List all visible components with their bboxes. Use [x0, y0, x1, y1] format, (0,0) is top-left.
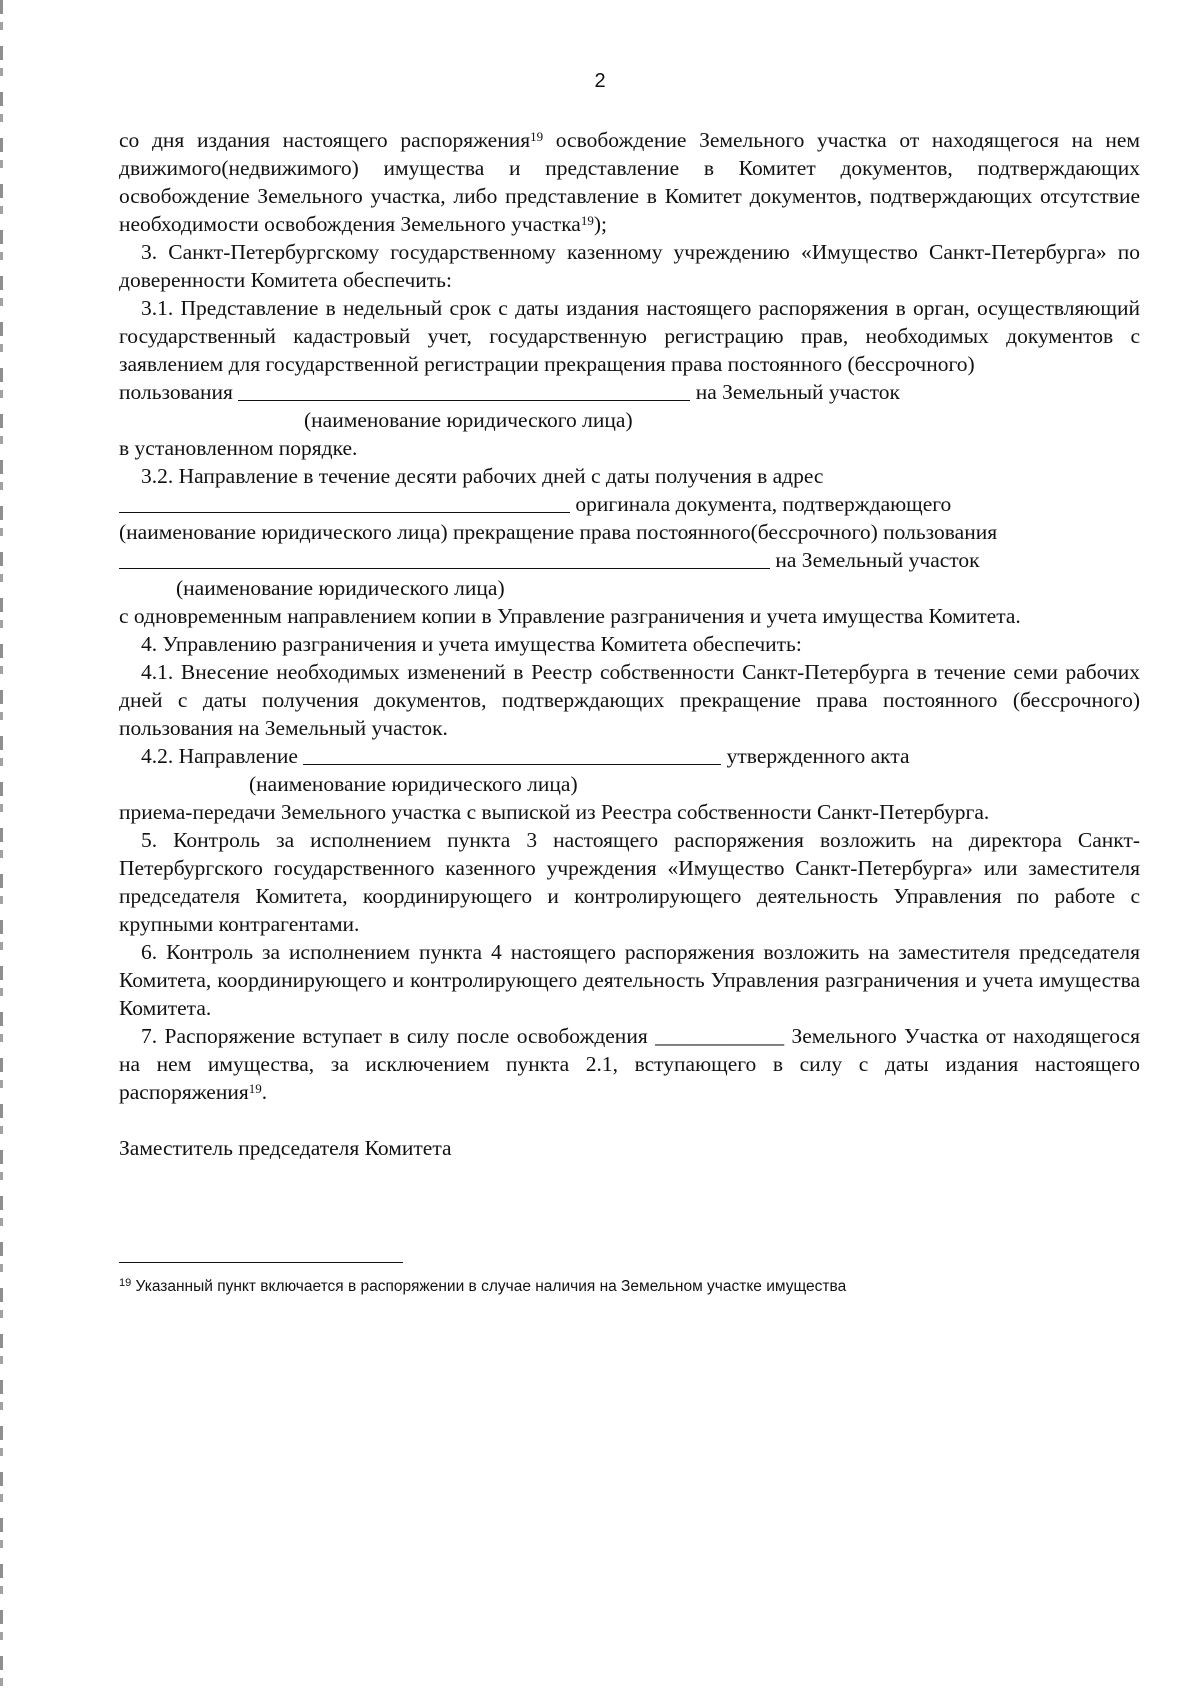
paragraph-3-1-fill-line: пользования на Земельный участок: [119, 380, 900, 404]
paragraph-4-2-fill-line: 4.2. Направление утвержденного акта: [141, 744, 910, 768]
paragraph-4-2-tail: приема-передачи Земельного участка с выпиской из Реестра собственности Санкт-Петербурга.: [119, 800, 990, 824]
page-number: 2: [594, 70, 606, 92]
footnote-separator: [119, 1262, 403, 1263]
footnote-text: Указанный пункт включается в распоряжении в случае наличия на Земельном участке имущества: [131, 1278, 847, 1295]
blank-entity-name: [119, 548, 770, 569]
paragraph-7: 7. Распоряжение вступает в силу после освобождения ____________ Земельного Участка от находящегося на нем имущества, за исключением пункта 2.1, вступающего в силу с даты издания настоящего распоряжения$^{19}$.: [119, 1024, 1140, 1104]
field-caption: (наименование юридического лица): [249, 772, 578, 796]
blank-entity-name: [303, 744, 721, 765]
paragraph-5: 5. Контроль за исполнением пункта 3 настоящего распоряжения возложить на директора Санкт-Петербургского государственного казенного учреждения «Имущество Санкт-Петербурга» или заместителя председателя Комитета, координирующего и контролирующего деятельность Управления по работе с крупными контрагентами.: [119, 828, 1140, 936]
blank-entity-name: [119, 492, 570, 513]
field-caption: (наименование юридического лица): [304, 408, 633, 432]
paragraph-3-2-fill-line: оригинала документа, подтверждающего: [119, 490, 1140, 518]
paragraph-3-1-tail: в установленном порядке.: [119, 436, 358, 460]
footnote-ref: 19: [530, 129, 544, 144]
paragraph-3-2-line2: (наименование юридического лица) прекращение права постоянного(бессрочного) пользования: [119, 520, 998, 544]
paragraph-6: 6. Контроль за исполнением пункта 4 настоящего распоряжения возложить на заместителя председателя Комитета, координирующего и контролирующего деятельность Управления разграничения и учета имущества Комитета.: [119, 940, 1140, 1020]
paragraph-2-continuation: со дня издания настоящего распоряжения$^{19}$ освобождение Земельного участка от находящегося на нем движимого(недвижимого) имущества и представление в Комитет документов, подтверждающих освобождение Земельного участка, либо представление в Комитет документов, подтверждающих отсутствие необходимости освобождения Земельного участка$^{19}$);: [119, 128, 1140, 236]
paragraph-3: 3. Санкт-Петербургскому государственному казенному учреждению «Имущество Санкт-Петербурга» по доверенности Комитета обеспечить:: [119, 240, 1140, 292]
paragraph-4-1: 4.1. Внесение необходимых изменений в Реестр собственности Санкт-Петербурга в течение семи рабочих дней с даты получения документов, подтверждающих прекращение права постоянного (бессрочного) пользования на Земельный участок.: [119, 660, 1140, 740]
paragraph-3-2: 3.2. Направление в течение десяти рабочих дней с даты получения в адрес: [141, 464, 824, 488]
paragraph-4: 4. Управлению разграничения и учета имущества Комитета обеспечить:: [141, 632, 802, 656]
signature-title: Заместитель председателя Комитета: [119, 1136, 452, 1160]
footnote-ref: 19: [580, 213, 594, 228]
footnote-ref: 19: [248, 1081, 262, 1096]
scan-edge-artifact: [0, 0, 3, 1695]
footnote: [119, 1277, 1140, 1297]
field-caption: (наименование юридического лица): [176, 576, 505, 600]
paragraph-3-1: 3.1. Представление в недельный срок с даты издания настоящего распоряжения в орган, осуществляющий государственный кадастровый учет, государственную регистрацию прав, необходимых документов с заявлением для государственной регистрации прекращения права постоянного (бессрочного): [119, 296, 1140, 376]
blank-entity-name: [238, 380, 690, 401]
paragraph-3-2-fill-line-2: на Земельный участок: [119, 546, 1140, 574]
footnote-number: 19: [119, 1277, 132, 1289]
document-body: [119, 126, 1140, 1162]
paragraph-3-2-tail: с одновременным направлением копии в Управление разграничения и учета имущества Комитета.: [119, 604, 1021, 628]
